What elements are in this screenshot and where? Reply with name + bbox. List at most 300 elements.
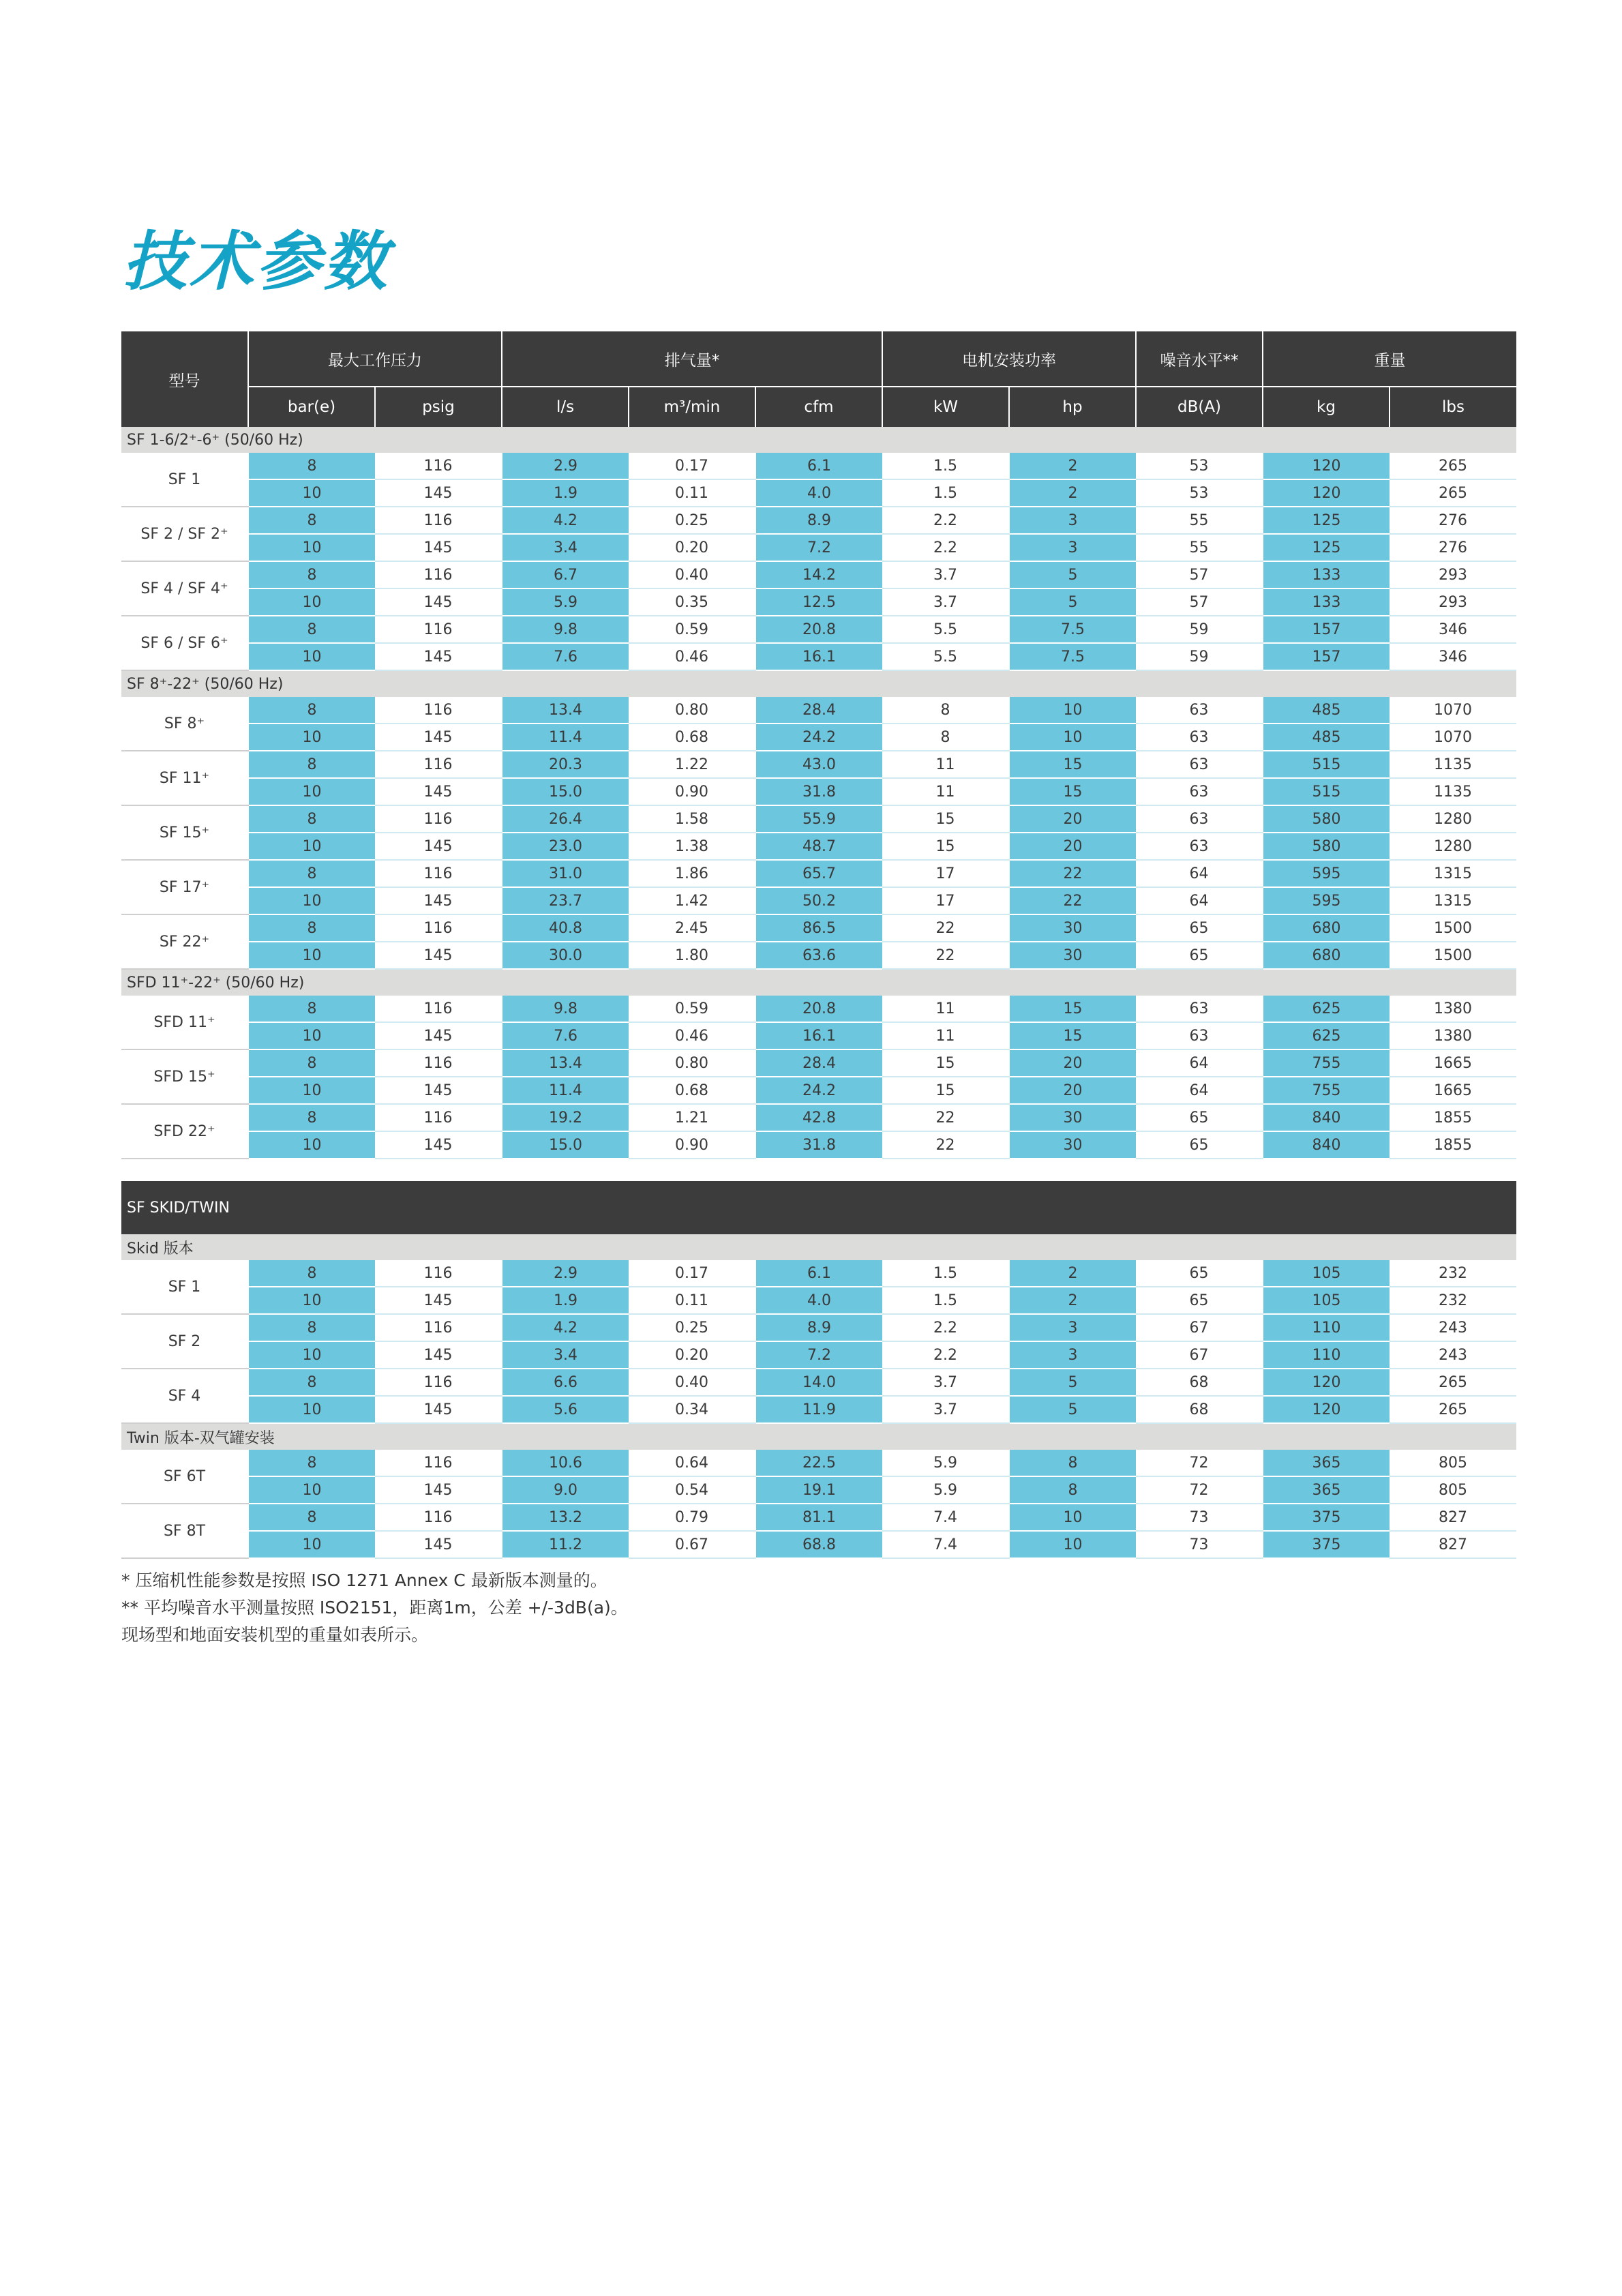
table-cell: 580 — [1263, 805, 1390, 833]
table-row — [121, 914, 1516, 942]
table-cell: 7.5 — [1009, 616, 1136, 643]
unit-header: dB(A) — [1136, 387, 1263, 427]
table-row — [121, 1104, 1516, 1131]
table-cell: 30 — [1009, 1131, 1136, 1159]
table-cell: 276 — [1390, 534, 1516, 561]
model-name: SF 8T — [121, 1504, 248, 1558]
table-row — [121, 751, 1516, 778]
model-name: SF 2 — [121, 1314, 248, 1369]
table-cell: 8.9 — [755, 1314, 882, 1341]
table-cell: 232 — [1390, 1260, 1516, 1287]
table-row — [121, 1022, 1516, 1049]
table-cell: 827 — [1390, 1531, 1516, 1558]
table-cell: 1855 — [1390, 1104, 1516, 1131]
table-cell: 1070 — [1390, 724, 1516, 751]
table-row — [121, 942, 1516, 969]
table-cell: 68 — [1136, 1369, 1263, 1396]
table-cell: 116 — [375, 1450, 502, 1476]
table-cell: 116 — [375, 1104, 502, 1131]
table-cell: 5.6 — [502, 1396, 629, 1423]
table-cell: 67 — [1136, 1341, 1263, 1369]
table-cell: 3 — [1009, 1341, 1136, 1369]
table-row — [121, 860, 1516, 887]
model-name: SFD 15⁺ — [121, 1049, 248, 1104]
table-cell: 67 — [1136, 1314, 1263, 1341]
table-cell: 22 — [1009, 860, 1136, 887]
table-cell: 1665 — [1390, 1077, 1516, 1104]
table-cell: 10 — [248, 1476, 375, 1504]
table-cell: 595 — [1263, 887, 1390, 914]
table-cell: 11.9 — [755, 1396, 882, 1423]
table-cell: 22 — [882, 1104, 1009, 1131]
table-cell: 11.2 — [502, 1531, 629, 1558]
table-cell: 8 — [248, 860, 375, 887]
table-cell: 8 — [248, 1450, 375, 1476]
table-cell: 63 — [1136, 1022, 1263, 1049]
header-fad: 排气量* — [502, 331, 882, 387]
table-cell: 0.80 — [629, 697, 755, 724]
footnotes — [121, 1567, 628, 1649]
table-cell: 265 — [1390, 1369, 1516, 1396]
table-cell: 22 — [882, 942, 1009, 969]
table-cell: 63 — [1136, 751, 1263, 778]
table-cell: 145 — [375, 534, 502, 561]
table-cell: 10 — [248, 1396, 375, 1423]
table-row — [121, 1476, 1516, 1504]
table-cell: 2 — [1009, 453, 1136, 479]
table-cell: 4.0 — [755, 479, 882, 507]
table-cell: 10 — [1009, 1531, 1136, 1558]
section-header: Twin 版本-双气罐安装 — [121, 1423, 1516, 1450]
table-cell: 6.6 — [502, 1369, 629, 1396]
table-cell: 8 — [248, 616, 375, 643]
table-cell: 145 — [375, 479, 502, 507]
table-cell: 1500 — [1390, 942, 1516, 969]
table-cell: 24.2 — [755, 724, 882, 751]
table-cell: 145 — [375, 1531, 502, 1558]
table-cell: 10 — [1009, 697, 1136, 724]
table-cell: 2.2 — [882, 1314, 1009, 1341]
table-cell: 133 — [1263, 561, 1390, 588]
table-cell: 840 — [1263, 1131, 1390, 1159]
table-cell: 8 — [248, 805, 375, 833]
header-model: 型号 — [121, 331, 248, 427]
footnote: * 压缩机性能参数是按照 ISO 1271 Annex C 最新版本测量的。 — [121, 1570, 607, 1590]
table-cell: 3.7 — [882, 588, 1009, 616]
table-cell: 57 — [1136, 561, 1263, 588]
table-cell: 346 — [1390, 643, 1516, 670]
table-cell: 3.4 — [502, 1341, 629, 1369]
table-row — [121, 1077, 1516, 1104]
table-cell: 485 — [1263, 724, 1390, 751]
table-cell: 26.4 — [502, 805, 629, 833]
table-cell: 157 — [1263, 643, 1390, 670]
table-cell: 65 — [1136, 1131, 1263, 1159]
table-cell: 9.0 — [502, 1476, 629, 1504]
table-cell: 8 — [248, 453, 375, 479]
table-cell: 0.67 — [629, 1531, 755, 1558]
table-cell: 15 — [882, 833, 1009, 860]
spec-table — [121, 331, 1516, 1159]
table-cell: 14.2 — [755, 561, 882, 588]
table-cell: 8 — [248, 507, 375, 534]
table-cell: 28.4 — [755, 697, 882, 724]
table-cell: 125 — [1263, 534, 1390, 561]
table-cell: 8 — [248, 1260, 375, 1287]
table-cell: 595 — [1263, 860, 1390, 887]
table-cell: 3 — [1009, 534, 1136, 561]
table-cell: 145 — [375, 1287, 502, 1314]
model-name: SF 8⁺ — [121, 697, 248, 751]
table-cell: 68.8 — [755, 1531, 882, 1558]
table-cell: 2.45 — [629, 914, 755, 942]
table-cell: 19.1 — [755, 1476, 882, 1504]
table-cell: 120 — [1263, 1396, 1390, 1423]
table-cell: 0.80 — [629, 1049, 755, 1077]
table-cell: 805 — [1390, 1476, 1516, 1504]
table-cell: 1.9 — [502, 479, 629, 507]
table-cell: 2.2 — [882, 1341, 1009, 1369]
table-cell: 1.22 — [629, 751, 755, 778]
table-cell: 72 — [1136, 1476, 1263, 1504]
table-cell: 10 — [248, 942, 375, 969]
table-cell: 145 — [375, 724, 502, 751]
table-cell: 5.9 — [882, 1450, 1009, 1476]
table-cell: 2 — [1009, 1287, 1136, 1314]
table-row — [121, 453, 1516, 479]
table-cell: 145 — [375, 887, 502, 914]
table-cell: 116 — [375, 1504, 502, 1531]
header-power: 电机安装功率 — [882, 331, 1136, 387]
table-cell: 10 — [1009, 1504, 1136, 1531]
table-cell: 6.7 — [502, 561, 629, 588]
table-cell: 64 — [1136, 1077, 1263, 1104]
table-cell: 63 — [1136, 805, 1263, 833]
model-name: SFD 22⁺ — [121, 1104, 248, 1159]
table-cell: 8 — [248, 1504, 375, 1531]
table-cell: 10 — [248, 1341, 375, 1369]
table-cell: 0.90 — [629, 778, 755, 805]
table-cell: 625 — [1263, 1022, 1390, 1049]
table-cell: 0.64 — [629, 1450, 755, 1476]
table-cell: 293 — [1390, 561, 1516, 588]
table-row — [121, 1369, 1516, 1396]
table-cell: 116 — [375, 1314, 502, 1341]
table-cell: 24.2 — [755, 1077, 882, 1104]
table-cell: 125 — [1263, 507, 1390, 534]
table-cell: 1.86 — [629, 860, 755, 887]
table-cell: 22 — [1009, 887, 1136, 914]
table-cell: 840 — [1263, 1104, 1390, 1131]
table-cell: 30.0 — [502, 942, 629, 969]
table-cell: 11.4 — [502, 724, 629, 751]
table-cell: 15 — [1009, 778, 1136, 805]
table-cell: 6.1 — [755, 453, 882, 479]
model-name: SF 15⁺ — [121, 805, 248, 860]
table-cell: 2.9 — [502, 453, 629, 479]
table-cell: 116 — [375, 616, 502, 643]
table-cell: 8 — [248, 1369, 375, 1396]
table-cell: 10 — [248, 1531, 375, 1558]
table-cell: 8 — [882, 697, 1009, 724]
table-cell: 31.0 — [502, 860, 629, 887]
table-cell: 55 — [1136, 534, 1263, 561]
table-cell: 0.54 — [629, 1476, 755, 1504]
table-cell: 116 — [375, 561, 502, 588]
table-cell: 346 — [1390, 616, 1516, 643]
skid-twin-title: SF SKID/TWIN — [121, 1181, 1516, 1234]
table-cell: 10 — [248, 724, 375, 751]
table-cell: 0.68 — [629, 1077, 755, 1104]
table-cell: 0.90 — [629, 1131, 755, 1159]
table-cell: 17 — [882, 860, 1009, 887]
table-cell: 7.6 — [502, 1022, 629, 1049]
table-cell: 7.2 — [755, 1341, 882, 1369]
table-cell: 23.0 — [502, 833, 629, 860]
skid-twin-table — [121, 1181, 1516, 1559]
header-weight: 重量 — [1263, 331, 1516, 387]
model-name: SFD 11⁺ — [121, 996, 248, 1049]
table-cell: 365 — [1263, 1450, 1390, 1476]
table-cell: 485 — [1263, 697, 1390, 724]
table-cell: 0.59 — [629, 616, 755, 643]
table-cell: 53 — [1136, 479, 1263, 507]
table-cell: 243 — [1390, 1341, 1516, 1369]
table-cell: 265 — [1390, 479, 1516, 507]
table-cell: 15 — [882, 1077, 1009, 1104]
model-name: SF 2 / SF 2⁺ — [121, 507, 248, 561]
table-cell: 145 — [375, 588, 502, 616]
table-cell: 116 — [375, 1049, 502, 1077]
table-row — [121, 561, 1516, 588]
table-cell: 11 — [882, 751, 1009, 778]
table-cell: 116 — [375, 1369, 502, 1396]
unit-header: cfm — [755, 387, 882, 427]
table-row — [121, 643, 1516, 670]
model-name: SF 11⁺ — [121, 751, 248, 805]
table-row — [121, 1531, 1516, 1558]
table-cell: 30 — [1009, 942, 1136, 969]
table-cell: 1280 — [1390, 833, 1516, 860]
footnote: ** 平均噪音水平测量按照 ISO2151，距离1m，公差 +/-3dB(a)。 — [121, 1598, 628, 1617]
table-cell: 10 — [1009, 724, 1136, 751]
table-cell: 580 — [1263, 833, 1390, 860]
table-cell: 16.1 — [755, 643, 882, 670]
table-cell: 1315 — [1390, 860, 1516, 887]
table-cell: 19.2 — [502, 1104, 629, 1131]
table-cell: 10 — [248, 778, 375, 805]
table-cell: 0.25 — [629, 1314, 755, 1341]
table-cell: 8 — [1009, 1476, 1136, 1504]
table-cell: 1.5 — [882, 479, 1009, 507]
table-row — [121, 1287, 1516, 1314]
table-cell: 116 — [375, 914, 502, 942]
table-cell: 5 — [1009, 561, 1136, 588]
table-cell: 40.8 — [502, 914, 629, 942]
table-cell: 375 — [1263, 1531, 1390, 1558]
table-cell: 0.34 — [629, 1396, 755, 1423]
table-cell: 0.59 — [629, 996, 755, 1022]
table-cell: 232 — [1390, 1287, 1516, 1314]
table-row — [121, 1504, 1516, 1531]
table-cell: 5 — [1009, 1369, 1136, 1396]
table-cell: 145 — [375, 778, 502, 805]
table-cell: 8 — [248, 751, 375, 778]
table-cell: 1.5 — [882, 1260, 1009, 1287]
footnote: 现场型和地面安装机型的重量如表所示。 — [121, 1625, 429, 1645]
table-cell: 63 — [1136, 697, 1263, 724]
table-cell: 64 — [1136, 1049, 1263, 1077]
table-cell: 64 — [1136, 860, 1263, 887]
table-cell: 30 — [1009, 1104, 1136, 1131]
model-name: SF 1 — [121, 1260, 248, 1314]
table-cell: 8 — [248, 697, 375, 724]
table-cell: 55 — [1136, 507, 1263, 534]
table-row — [121, 1131, 1516, 1159]
table-cell: 1500 — [1390, 914, 1516, 942]
table-cell: 9.8 — [502, 616, 629, 643]
table-cell: 145 — [375, 833, 502, 860]
table-cell: 0.40 — [629, 1369, 755, 1396]
table-cell: 8 — [248, 914, 375, 942]
table-cell: 55.9 — [755, 805, 882, 833]
table-cell: 1315 — [1390, 887, 1516, 914]
table-cell: 4.2 — [502, 1314, 629, 1341]
table-cell: 755 — [1263, 1077, 1390, 1104]
table-cell: 1.38 — [629, 833, 755, 860]
unit-header: hp — [1009, 387, 1136, 427]
table-cell: 0.25 — [629, 507, 755, 534]
page-title: 技术参数 — [123, 225, 391, 299]
table-cell: 16.1 — [755, 1022, 882, 1049]
table-cell: 116 — [375, 453, 502, 479]
table-cell: 10 — [248, 1287, 375, 1314]
table-cell: 15.0 — [502, 1131, 629, 1159]
table-cell: 1.5 — [882, 1287, 1009, 1314]
table-cell: 3.4 — [502, 534, 629, 561]
table-cell: 28.4 — [755, 1049, 882, 1077]
table-cell: 375 — [1263, 1504, 1390, 1531]
model-name: SF 4 — [121, 1369, 248, 1423]
table-cell: 145 — [375, 942, 502, 969]
table-cell: 10 — [248, 479, 375, 507]
table-cell: 0.68 — [629, 724, 755, 751]
table-cell: 2.2 — [882, 507, 1009, 534]
table-cell: 8.9 — [755, 507, 882, 534]
table-cell: 0.20 — [629, 534, 755, 561]
table-cell: 116 — [375, 507, 502, 534]
table-cell: 8 — [248, 561, 375, 588]
table-cell: 145 — [375, 1131, 502, 1159]
table-row — [121, 724, 1516, 751]
table-cell: 2.9 — [502, 1260, 629, 1287]
table-cell: 3 — [1009, 1314, 1136, 1341]
table-cell: 73 — [1136, 1531, 1263, 1558]
section-header: SFD 11⁺-22⁺ (50/60 Hz) — [121, 969, 1516, 996]
table-cell: 65 — [1136, 914, 1263, 942]
model-name: SF 1 — [121, 453, 248, 507]
table-cell: 0.11 — [629, 479, 755, 507]
table-cell: 31.8 — [755, 1131, 882, 1159]
table-cell: 2.2 — [882, 534, 1009, 561]
table-cell: 9.8 — [502, 996, 629, 1022]
table-cell: 0.20 — [629, 1341, 755, 1369]
table-cell: 805 — [1390, 1450, 1516, 1476]
table-cell: 1.42 — [629, 887, 755, 914]
table-row — [121, 534, 1516, 561]
table-cell: 0.46 — [629, 643, 755, 670]
model-name: SF 6T — [121, 1450, 248, 1504]
table-cell: 2 — [1009, 1260, 1136, 1287]
table-row — [121, 1396, 1516, 1423]
table-row — [121, 1450, 1516, 1476]
table-cell: 68 — [1136, 1396, 1263, 1423]
table-cell: 65.7 — [755, 860, 882, 887]
table-cell: 15 — [882, 805, 1009, 833]
table-cell: 20 — [1009, 1049, 1136, 1077]
table-cell: 293 — [1390, 588, 1516, 616]
table-cell: 30 — [1009, 914, 1136, 942]
table-cell: 5.5 — [882, 643, 1009, 670]
table-cell: 4.0 — [755, 1287, 882, 1314]
table-cell: 1280 — [1390, 805, 1516, 833]
table-cell: 120 — [1263, 453, 1390, 479]
header-noise: 噪音水平** — [1136, 331, 1263, 387]
table-cell: 73 — [1136, 1504, 1263, 1531]
table-cell: 65 — [1136, 1104, 1263, 1131]
table-cell: 1855 — [1390, 1131, 1516, 1159]
table-cell: 22.5 — [755, 1450, 882, 1476]
table-cell: 20.8 — [755, 616, 882, 643]
table-cell: 8 — [248, 996, 375, 1022]
table-cell: 10 — [248, 833, 375, 860]
table-cell: 65 — [1136, 942, 1263, 969]
model-name: SF 22⁺ — [121, 914, 248, 969]
table-cell: 11 — [882, 996, 1009, 1022]
table-cell: 10 — [248, 1077, 375, 1104]
table-cell: 1070 — [1390, 697, 1516, 724]
table-cell: 120 — [1263, 479, 1390, 507]
table-cell: 5 — [1009, 588, 1136, 616]
section-header: SF 8⁺-22⁺ (50/60 Hz) — [121, 670, 1516, 697]
table-cell: 133 — [1263, 588, 1390, 616]
table-cell: 3.7 — [882, 1369, 1009, 1396]
table-cell: 10 — [248, 1022, 375, 1049]
table-cell: 0.46 — [629, 1022, 755, 1049]
table-cell: 20.3 — [502, 751, 629, 778]
table-cell: 3.7 — [882, 1396, 1009, 1423]
table-cell: 157 — [1263, 616, 1390, 643]
table-row — [121, 1260, 1516, 1287]
table-cell: 17 — [882, 887, 1009, 914]
table-row — [121, 697, 1516, 724]
model-name: SF 4 / SF 4⁺ — [121, 561, 248, 616]
table-cell: 515 — [1263, 778, 1390, 805]
table-cell: 20 — [1009, 805, 1136, 833]
table-row — [121, 1314, 1516, 1341]
table-cell: 72 — [1136, 1450, 1263, 1476]
table-cell: 1.5 — [882, 453, 1009, 479]
table-cell: 8 — [882, 724, 1009, 751]
model-name: SF 6 / SF 6⁺ — [121, 616, 248, 670]
table-row — [121, 588, 1516, 616]
unit-header: psig — [375, 387, 502, 427]
table-cell: 48.7 — [755, 833, 882, 860]
unit-header: lbs — [1390, 387, 1516, 427]
table-cell: 10 — [248, 643, 375, 670]
table-cell: 42.8 — [755, 1104, 882, 1131]
table-row — [121, 778, 1516, 805]
